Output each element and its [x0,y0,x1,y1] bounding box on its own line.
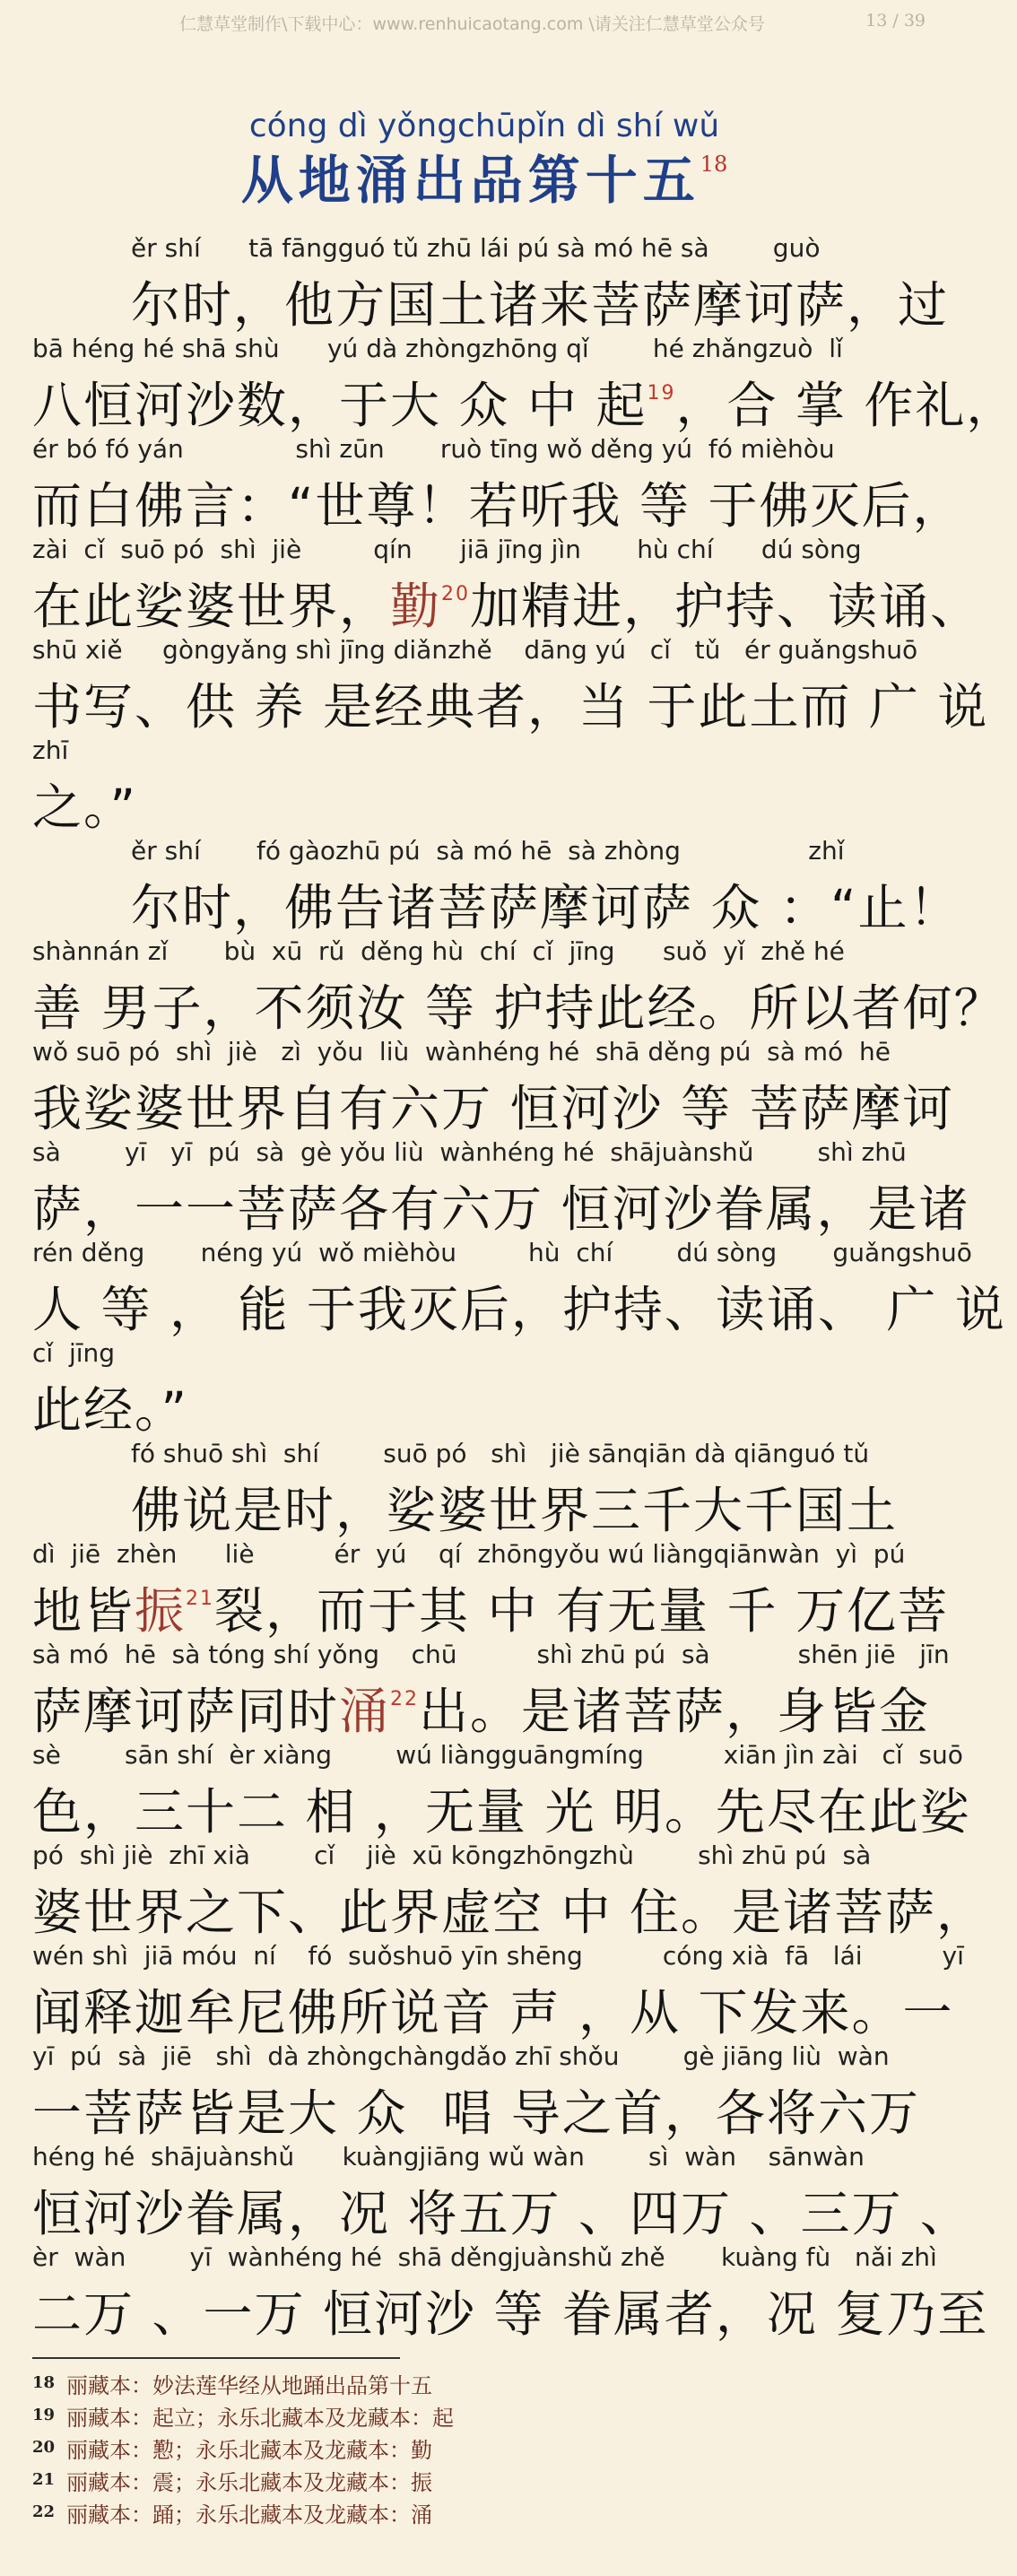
footnote-text: 丽藏本：起立；永乐北藏本及龙藏本：起 [66,2406,454,2431]
footnote-text: 丽藏本：震；永乐北藏本及龙藏本：振 [66,2470,432,2495]
hanzi-line [32,969,1005,1040]
hanzi-text: 二万 、一万 恒河沙 等 眷属者，况 复乃至 [32,2285,989,2343]
text-line [32,635,989,735]
hanzi-text: 此经。” [32,1381,188,1439]
variant-text: 涌 [339,1683,391,1740]
footnote-number: 21 [32,2470,56,2489]
text-line [32,434,964,535]
variant-character [135,1582,214,1640]
text-line [32,1640,950,1740]
hanzi-line [32,366,1017,437]
variant-text: 振 [135,1582,187,1640]
hanzi-text: 我娑婆世界自有六万 恒河沙 等 菩萨摩诃 [32,1080,954,1137]
page-header [0,5,969,41]
pinyin-line: cǐ jīng [32,1338,116,1368]
hanzi-line [32,1571,947,1642]
hanzi-line [32,1772,971,1843]
hanzi-text-cont: 加精进，护持、读诵、 [470,578,982,635]
hanzi-line [32,2174,971,2245]
text-line [32,2142,971,2242]
footnote [32,2432,929,2465]
hanzi-line [32,1069,954,1140]
footnote-number: 22 [32,2502,56,2521]
hanzi-text: 在此娑婆世界， [32,578,391,635]
hanzi-text: 尔时，他方国土诸来菩萨摩诃萨，过 [131,276,950,334]
text-line [32,936,1005,1037]
hanzi-text: 萨摩诃萨同时 [32,1683,340,1740]
hanzi-line [32,1270,1006,1341]
text-line [32,1539,947,1640]
hanzi-text: 地皆 [32,1582,135,1640]
text-line [32,2041,947,2142]
footnote [32,2400,929,2432]
hanzi-line [32,768,947,839]
hanzi-text: 恒河沙眷属，况 将五万 、四万 、三万 、 [32,2185,971,2242]
pinyin-line: héng hé shājuànshǔ kuàngjiāng wǔ wàn sì wàn sānwàn [32,2142,865,2171]
hanzi-text: 人 等 ， 能 于我灭后，护持、读诵、 广 说 [32,1281,1006,1338]
pinyin-line: zhī [32,735,69,765]
hanzi-line [32,567,982,638]
hanzi-text: 善 男子，不须汝 等 护持此经。所以者何？ [32,979,1005,1037]
text-line [32,1841,987,1941]
text-line [32,735,947,836]
hanzi-line [131,868,960,939]
text-line [32,1338,947,1439]
hanzi-text: 而白佛言：“世尊！若听我 等 于佛灭后， [32,477,964,535]
pinyin-line: sà mó hē sà tóng shí yǒng chū shì zhū pú sà shēn jiē jīn [32,1640,950,1669]
hanzi-text: 萨，一一菩萨各有六万 恒河沙眷属，是诸 [32,1180,970,1238]
hanzi-text: 色，三十二 相 ，无量 光 明。先尽在此娑 [32,1783,971,1841]
scripture-body [32,233,1017,2343]
text-line [32,1238,1006,1338]
pinyin-line: bā héng hé shā shù yú dà zhòngzhōng qǐ hé zhǎngzuò lǐ [32,334,843,363]
footnote [32,2465,929,2497]
chapter-title-text: 从地涌出品第十五 [240,150,700,211]
hanzi-line [32,1873,987,1944]
pinyin-line: zài cǐ suō pó shì jiè qín jiā jīng jìn hù chí dú sòng [32,535,862,564]
footnote [32,2368,929,2400]
text-line [32,535,982,635]
pinyin-line: shū xiě gòngyǎng shì jīng diǎnzhě dāng yú cǐ tǔ ér guǎngshuō [32,635,918,665]
hanzi-line [32,667,989,738]
text-line [32,1439,947,1539]
footnote-text: 丽藏本：踊；永乐北藏本及龙藏本：涌 [66,2502,432,2528]
pinyin-line: dì jiē zhèn liè ér yú qí zhōngyǒu wú liàngqiānwàn yì pú [32,1539,906,1569]
footnote-divider [32,2357,400,2359]
hanzi-text: 佛说是时，娑婆世界三千大千国土 [131,1482,899,1539]
text-line [32,2242,989,2343]
hanzi-line [32,2074,947,2145]
hanzi-text: 一菩萨皆是大 众 唱 导之首，各将六万 [32,2084,920,2142]
pinyin-line: sà yī yī pú sà gè yǒu liù wànhéng hé shājuànshǔ shì zhū [32,1137,907,1167]
footnote [32,2497,929,2529]
hanzi-text-cont: ，合 掌 作礼， [675,377,1017,434]
hanzi-text: 书写、供 养 是经典者，当 于此土而 广 说 [32,678,989,735]
footnote-ref[interactable]: 22 [390,1688,420,1710]
pinyin-line: pó shì jiè zhī xià cǐ jiè xū kōngzhōngzhù shì zhū pú sà [32,1841,872,1870]
hanzi-line [131,265,950,336]
text-line [32,1941,964,2041]
pinyin-line: ér bó fó yán shì zūn ruò tīng wǒ děng yú fó mièhòu [32,434,835,464]
hanzi-text: 婆世界之下、此界虚空 中 住。是诸菩萨， [32,1884,987,1941]
title-pinyin: cóng dì yǒngchūpǐn dì shí wǔ [248,108,720,144]
hanzi-line [32,1170,970,1240]
text-line [32,836,960,936]
pinyin-line: ěr shí tā fāngguó tǔ zhū lái pú sà mó hē sà guò [131,233,821,263]
hanzi-line [32,466,964,537]
footnote-number: 20 [32,2438,56,2457]
pinyin-line: wén shì jiā móu ní fó suǒshuō yīn shēng cóng xià fā lái yī [32,1941,964,1971]
hanzi-text-cont: 出。是诸菩萨，身皆金 [419,1683,931,1740]
text-line [32,334,1017,434]
text-line [32,1740,971,1841]
footnote-number: 19 [32,2406,56,2424]
text-line [32,233,950,334]
pinyin-line: èr wàn yī wànhéng hé shā děngjuànshǔ zhě kuàng fù nǎi zhì [32,2242,937,2272]
header-text: 仁慧草堂制作\下载中心：www.renhuicaotang.com \请关注仁慧草堂公众号 [179,14,765,34]
footnote-number: 18 [32,2373,56,2392]
variant-character [647,377,675,434]
pinyin-line: wǒ suō pó shì jiè zì yǒu liù wànhéng hé shā děng pú sà mó hē [32,1037,891,1066]
hanzi-text: 八恒河沙数，于大 众 中 起 [32,377,648,434]
chapter-title [0,138,969,213]
hanzi-text: 尔时，佛告诸菩萨摩诃萨 众 ：“止！ [131,879,960,936]
footnote-ref[interactable]: 21 [186,1588,215,1610]
pinyin-line: fó shuō shì shí suō pó shì jiè sānqiān dà qiānguó tǔ [131,1439,870,1468]
variant-text: 勤 [390,578,442,635]
text-line [32,1137,970,1238]
footnote-text: 丽藏本：懃；永乐北藏本及龙藏本：勤 [66,2438,432,2463]
variant-character [390,578,470,635]
footnote-text: 丽藏本：妙法莲华经从地踊出品第十五 [66,2373,432,2398]
footnotes [32,2368,929,2529]
hanzi-text: 闻释迦牟尼佛所说音 声 ，从 下发来。一 [32,1984,954,2041]
hanzi-text-cont: 裂，而于其 中 有无量 千 万亿菩 [214,1582,949,1640]
pinyin-line: rén děng néng yú wǒ mièhòu hù chí dú sòng guǎngshuō [32,1238,972,1267]
pinyin-line: shànnán zǐ bù xū rǔ děng hù chí cǐ jīng suǒ yǐ zhě hé [32,936,845,966]
pinyin-line: yī pú sà jiē shì dà zhòngchàngdǎo zhī shǒu gè jiāng liù wàn [32,2041,890,2071]
hanzi-line [32,1371,947,1441]
hanzi-line [32,2275,989,2345]
page-number: 13 / 39 [865,11,926,30]
text-line [32,1037,954,1137]
pinyin-line: ěr shí fó gàozhū pú sà mó hē sà zhòng zhǐ [131,836,845,866]
footnote-ref[interactable]: 19 [647,382,676,405]
pinyin-line: sè sān shí èr xiàng wú liàngguāngmíng xiān jìn zài cǐ suō [32,1740,963,1770]
footnote-ref[interactable]: 20 [441,583,471,605]
title-footnote-ref[interactable]: 18 [700,152,728,177]
hanzi-line [32,1973,954,2044]
variant-character [339,1683,419,1740]
hanzi-text: 之。” [32,779,137,836]
hanzi-line [131,1471,947,1542]
hanzi-line [32,1672,947,1743]
